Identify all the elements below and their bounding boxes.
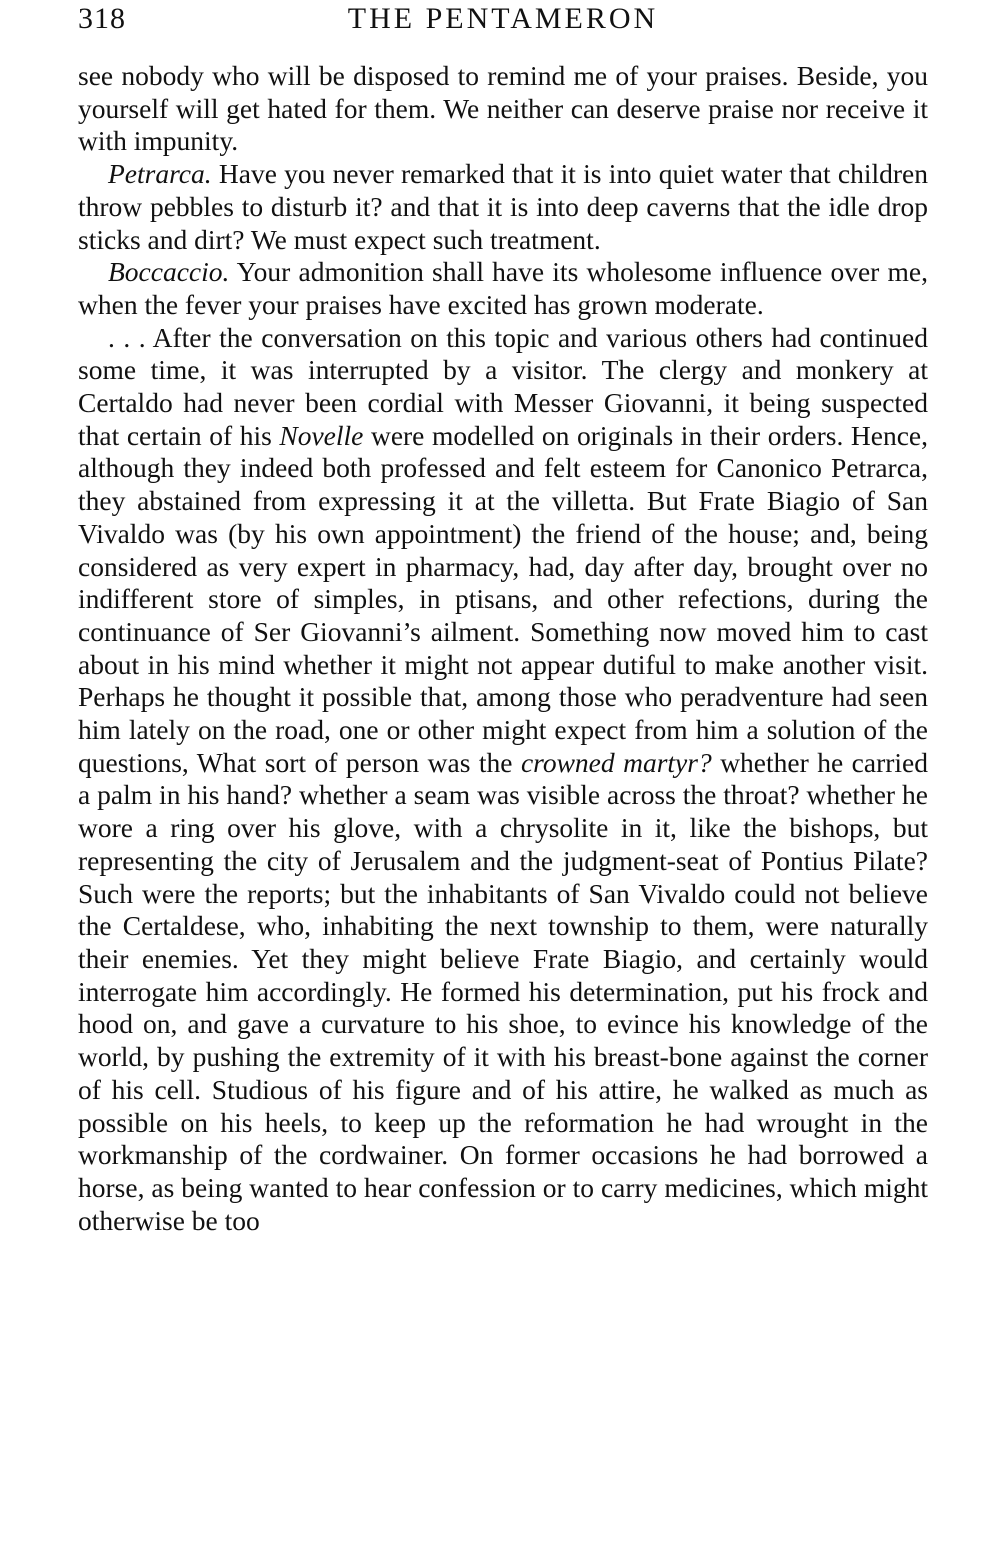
- paragraph-text: Your admonition shall have its wholesome influence over me, when the fever your praises have excited has grown moderate.: [78, 256, 928, 320]
- paragraph-text: were modelled on originals in their orders. Hence, although they indeed both professed and felt esteem for Canonico Petrarca, they abstained from expressing it at the villetta. But Frate Biagio of San Vivaldo was (by his own appointment) the friend of the house; and, being considered as very expert in pharmacy, had, day after day, brought over no indifferent store of simples, in ptisans, and other refections, during the continuance of Ser Giovanni’s ailment. Something now moved him to cast about in his mind whether it might not appear dutiful to make another visit. Perhaps he thought it possible that, among those who peradventure had seen him lately on the road, one or other might expect from him a solution of the questions, What sort of person was the: [78, 419, 929, 778]
- paragraph-petrarca: [78, 158, 928, 256]
- speaker-name: Petrarca.: [108, 158, 212, 190]
- paragraph-narrative: [78, 322, 928, 1238]
- paragraph-text: whether he carried a palm in his hand? whether a seam was visible across the throat? whether he wore a ring over his glove, with a chrysolite in it, like the bishops, but representing the city of Jerusalem and the judgment-seat of Pontius Pilate? Such were the reports; but the inhabitants of San Vivaldo could not believe the Certaldese, who, inhabiting the next township to them, were naturally their enemies. Yet they might believe Frate Biagio, and certainly would interrogate him accordingly. He formed his determination, put his frock and hood on, and gave a curvature to his shoe, to evince his knowledge of the world, by pushing the extremity of it with his breast-bone against the corner of his cell. Studious of his figure and of his attire, he walked as much as possible on his heels, to keep up the reformation he had wrought in the workmanship of the cordwainer. On former occasions he had borrowed a horse, as being wanted to hear confession or to carry medicines, which might otherwise be too: [78, 746, 928, 1236]
- paragraph-text: Have you never remarked that it is into quiet water that children throw pebbles to disturb it? and that it is into deep caverns that the idle drop sticks and dirt? We must expect such treatment.: [78, 158, 928, 255]
- paragraph-boccaccio: [78, 256, 928, 321]
- page-header: [78, 2, 928, 46]
- italic-phrase: crowned martyr?: [520, 746, 712, 778]
- speaker-name: Boccaccio.: [108, 256, 230, 288]
- italic-title: Novelle: [279, 419, 364, 451]
- page-number: 318: [78, 2, 126, 35]
- paragraph-text: . . . After the conversation on this topic and various others had continued some time, it was interrupted by a visitor. The clergy and monkery at Certaldo had never been cordial with Messer Giovanni, it being suspected that certain of his: [78, 321, 928, 451]
- running-head: THE PENTAMERON: [347, 2, 659, 35]
- paragraph-continuation: [78, 60, 928, 158]
- body-text: [78, 60, 928, 1237]
- paragraph-text: see nobody who will be disposed to remind me of your praises. Beside, you yourself will get hated for them. We neither can deserve praise nor receive it with impunity.: [78, 60, 928, 157]
